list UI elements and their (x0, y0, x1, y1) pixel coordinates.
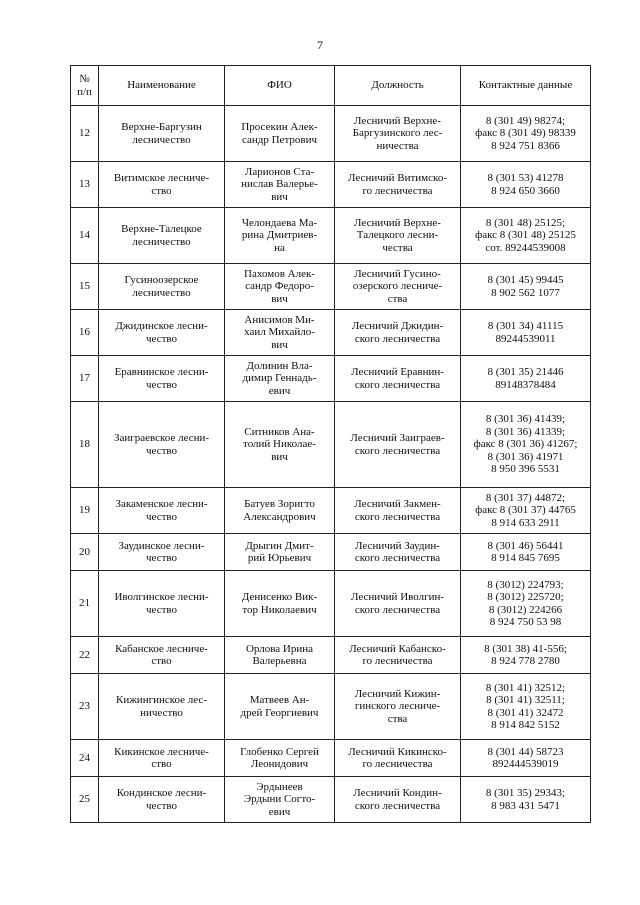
cell-contacts: 8 (301 46) 56441 8 914 845 7695 (461, 534, 591, 571)
cell-name: Верхне-Талецкое лесничество (99, 208, 225, 264)
cell-contacts: 8 (301 37) 44872; факс 8 (301 37) 44765 8 914 633 2911 (461, 488, 591, 534)
cell-position: Лесничий Закмен- ского лесничества (335, 488, 461, 534)
cell-fio: Пахомов Алек- сандр Федоро- вич (225, 264, 335, 310)
table-row (71, 310, 591, 356)
table-row (71, 777, 591, 823)
cell-name: Витимское лесниче- ство (99, 162, 225, 208)
cell-contacts: 8 (301 35) 21446 89148378484 (461, 356, 591, 402)
table-header-row (71, 66, 591, 106)
table-row (71, 637, 591, 674)
cell-num: 25 (71, 777, 99, 823)
cell-fio: Долинин Вла- димир Геннадь- евич (225, 356, 335, 402)
cell-fio: Челондаева Ма- рина Дмитриев- на (225, 208, 335, 264)
cell-num: 16 (71, 310, 99, 356)
cell-name: Еравнинское лесни- чество (99, 356, 225, 402)
cell-name: Заудинское лесни- чество (99, 534, 225, 571)
cell-num: 18 (71, 402, 99, 488)
cell-contacts: 8 (3012) 224793; 8 (3012) 225720; 8 (3012) 224266 8 924 750 53 98 (461, 571, 591, 637)
cell-position: Лесничий Кондин- ского лесничества (335, 777, 461, 823)
cell-position: Лесничий Кикинско- го лесничества (335, 740, 461, 777)
cell-fio: Орлова Ирина Валерьевна (225, 637, 335, 674)
table-row (71, 740, 591, 777)
table-row (71, 106, 591, 162)
cell-position: Лесничий Кабанско- го лесничества (335, 637, 461, 674)
cell-contacts: 8 (301 48) 25125; факс 8 (301 48) 25125 сот. 89244539008 (461, 208, 591, 264)
header-num: № п/п (71, 66, 99, 106)
cell-fio: Батуев Зоригто Александрович (225, 488, 335, 534)
cell-contacts: 8 (301 53) 41278 8 924 650 3660 (461, 162, 591, 208)
table-row (71, 534, 591, 571)
cell-position: Лесничий Иволгин- ского лесничества (335, 571, 461, 637)
cell-position: Лесничий Верхне- Баргузинского лес- ничества (335, 106, 461, 162)
cell-num: 20 (71, 534, 99, 571)
cell-position: Лесничий Джидин- ского лесничества (335, 310, 461, 356)
table-row (71, 674, 591, 740)
cell-num: 13 (71, 162, 99, 208)
cell-position: Лесничий Кижин- гинского лесниче- ства (335, 674, 461, 740)
cell-name: Иволгинское лесни- чество (99, 571, 225, 637)
cell-position: Лесничий Заиграев- ского лесничества (335, 402, 461, 488)
cell-contacts: 8 (301 44) 58723 892444539019 (461, 740, 591, 777)
cell-name: Верхне-Баргузин лесничество (99, 106, 225, 162)
cell-num: 22 (71, 637, 99, 674)
cell-fio: Денисенко Вик- тор Николаевич (225, 571, 335, 637)
cell-position: Лесничий Еравнин- ского лесничества (335, 356, 461, 402)
cell-num: 23 (71, 674, 99, 740)
cell-num: 12 (71, 106, 99, 162)
table-row (71, 488, 591, 534)
header-name: Наименование (99, 66, 225, 106)
table-row (71, 208, 591, 264)
table-row (71, 162, 591, 208)
cell-fio: Анисимов Ми- хаил Михайло- вич (225, 310, 335, 356)
cell-contacts: 8 (301 34) 41115 89244539011 (461, 310, 591, 356)
cell-fio: Матвеев Ан- дрей Георгиевич (225, 674, 335, 740)
cell-position: Лесничий Верхне- Талецкого лесни- чества (335, 208, 461, 264)
cell-name: Кабанское лесниче- ство (99, 637, 225, 674)
cell-name: Гусиноозерское лесничество (99, 264, 225, 310)
cell-num: 15 (71, 264, 99, 310)
cell-num: 19 (71, 488, 99, 534)
forestry-contacts-table (70, 65, 591, 823)
page-number: 7 (317, 38, 323, 52)
cell-position: Лесничий Витимско- го лесничества (335, 162, 461, 208)
cell-fio: Дрыгин Дмит- рий Юрьевич (225, 534, 335, 571)
cell-fio: Эрдынеев Эрдыни Согто- евич (225, 777, 335, 823)
cell-fio: Ларионов Ста- нислав Валерье- вич (225, 162, 335, 208)
cell-name: Джидинское лесни- чество (99, 310, 225, 356)
cell-fio: Просекин Алек- сандр Петрович (225, 106, 335, 162)
cell-name: Кондинское лесни- чество (99, 777, 225, 823)
cell-fio: Ситников Ана- толий Николае- вич (225, 402, 335, 488)
header-fio: ФИО (225, 66, 335, 106)
cell-position: Лесничий Гусино- озерского лесниче- ства (335, 264, 461, 310)
cell-contacts: 8 (301 38) 41-556; 8 924 778 2780 (461, 637, 591, 674)
table-row (71, 571, 591, 637)
cell-contacts: 8 (301 36) 41439; 8 (301 36) 41339; факс 8 (301 36) 41267; 8 (301 36) 41971 8 950 396 5531 (461, 402, 591, 488)
cell-contacts: 8 (301 45) 99445 8 902 562 1077 (461, 264, 591, 310)
table-row (71, 356, 591, 402)
cell-position: Лесничий Заудин- ского лесничества (335, 534, 461, 571)
cell-contacts: 8 (301 41) 32512; 8 (301 41) 32511; 8 (301 41) 32472 8 914 842 5152 (461, 674, 591, 740)
cell-num: 21 (71, 571, 99, 637)
header-contacts: Контактные данные (461, 66, 591, 106)
cell-name: Заиграевское лесни- чество (99, 402, 225, 488)
cell-contacts: 8 (301 49) 98274; факс 8 (301 49) 98339 8 924 751 8366 (461, 106, 591, 162)
cell-num: 24 (71, 740, 99, 777)
cell-num: 14 (71, 208, 99, 264)
cell-name: Закаменское лесни- чество (99, 488, 225, 534)
table-row (71, 402, 591, 488)
cell-name: Кижингинское лес- ничество (99, 674, 225, 740)
cell-num: 17 (71, 356, 99, 402)
cell-name: Кикинское лесниче- ство (99, 740, 225, 777)
cell-contacts: 8 (301 35) 29343; 8 983 431 5471 (461, 777, 591, 823)
cell-fio: Глобенко Сергей Леонидович (225, 740, 335, 777)
table-row (71, 264, 591, 310)
header-position: Должность (335, 66, 461, 106)
